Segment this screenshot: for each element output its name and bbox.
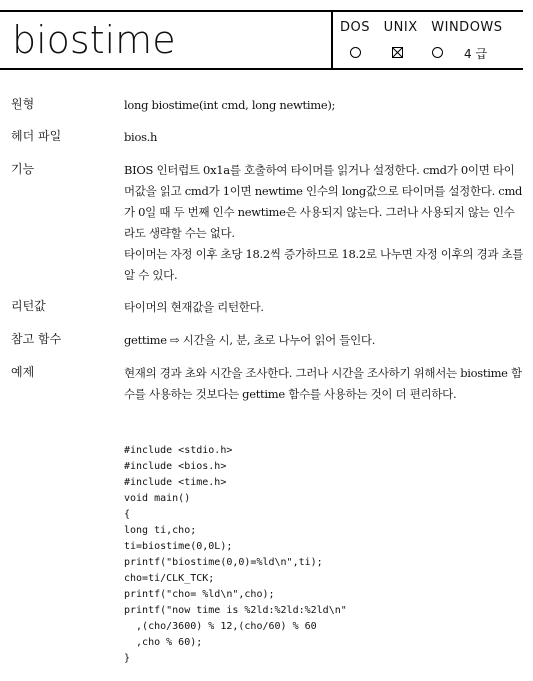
example-text: 현재의 경과 초와 시간을 조사한다. 그러나 시간을 조사하기 위해서는 biostime 함수를 사용하는 것보다는 gettime 함수를 사용하는 것이 더 편리하다. (124, 366, 522, 401)
return-value-text: 타이머의 현재값을 리턴한다. (124, 300, 264, 314)
example-label: 예제 (11, 365, 35, 379)
dos-circle-icon (350, 47, 361, 58)
description-paragraph: 타이머는 자정 이후 초당 18.2씩 증가하므로 18.2로 나누면 자정 이후의 경과 초를 알 수 있다. (124, 247, 524, 282)
return-value-label: 리턴값 (11, 299, 46, 313)
prototype-text: long biostime(int cmd, long newtime); (124, 98, 336, 112)
platform-dos: DOS (340, 20, 370, 35)
platform-list (340, 20, 512, 35)
platform-unix: UNIX (383, 20, 418, 35)
windows-circle-icon (432, 47, 443, 58)
prototype-label: 원형 (11, 97, 35, 111)
description-text (124, 160, 524, 286)
example-code: #include <stdio.h> #include <bios.h> #include <time.h> void main() { long ti,cho; ti=biostime(0,0L); printf("biostime(0,0)=%ld\n",ti); cho=ti/CLK_TCK; printf("cho= %ld\n",cho); printf("now time is %2ld:%2ld:%2ld\n" ,(cho/3600) % 12,(cho/60) % 60 ,cho % 60); } (124, 445, 347, 664)
description-paragraph: BIOS 인터럽트 0x1a를 호출하여 타이머를 읽거나 설정한다. cmd가 0이면 타이머값을 읽고 cmd가 1이면 newtime 인수의 long값으로 타이머를 설정한다. cmd가 0일 때 두 번째 인수 newtime은 사용되지 않는다. 그러나 사용되지 않는 인수라도 생략할 수는 없다. (124, 163, 523, 240)
function-header (0, 10, 523, 70)
difficulty-level: 4 급 (464, 47, 488, 61)
header-divider (331, 12, 333, 68)
header-file-text: bios.h (124, 130, 158, 144)
function-title: biostime (12, 18, 176, 62)
unix-boxed-x-icon (392, 47, 403, 58)
see-also-text: gettime ⇨ 시간을 시, 분, 초로 나누어 읽어 들인다. (124, 333, 376, 347)
header-file-label: 헤더 파일 (11, 129, 62, 143)
description-label: 기능 (11, 162, 35, 176)
platform-windows: WINDOWS (431, 20, 503, 35)
availability-marks (340, 45, 520, 61)
see-also-label: 참고 함수 (11, 332, 62, 346)
